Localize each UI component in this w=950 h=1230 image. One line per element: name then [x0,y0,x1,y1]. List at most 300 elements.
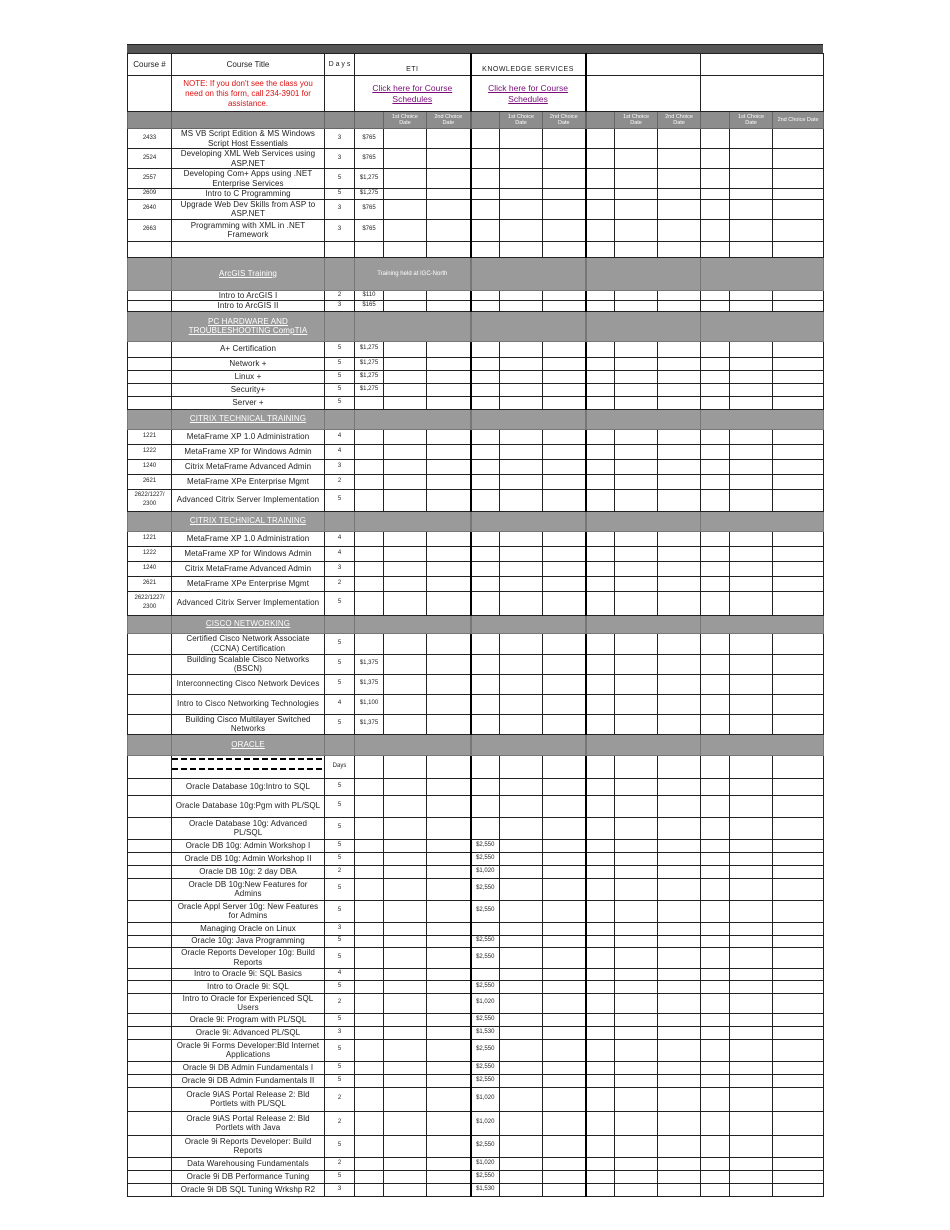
eti-second-choice-date[interactable] [427,474,471,489]
vendor4-second-choice-date[interactable] [773,1026,824,1039]
vendor4-second-choice-date[interactable] [773,1039,824,1061]
vendor4-first-choice-date[interactable] [730,852,773,865]
vendor4-first-choice-date[interactable] [730,633,773,654]
vendor4-second-choice-date[interactable] [773,383,824,396]
vendor4-second-choice-date[interactable] [773,561,824,576]
vendor4-price[interactable] [701,654,730,674]
vendor4-first-choice-date[interactable] [730,149,773,169]
eti-first-choice-date[interactable] [384,241,427,257]
vendor3-second-choice-date[interactable] [658,935,701,947]
vendor3-first-choice-date[interactable] [615,935,658,947]
vendor3-second-choice-date[interactable] [658,947,701,968]
vendor3-first-choice-date[interactable] [615,1087,658,1111]
vendor4-second-choice-date[interactable] [773,1087,824,1111]
vendor4-first-choice-date[interactable] [730,396,773,409]
vendor4-price[interactable] [701,531,730,546]
vendor3-price[interactable] [586,778,615,795]
vendor3-second-choice-date[interactable] [658,993,701,1013]
eti-second-choice-date[interactable] [427,900,471,922]
vendor3-second-choice-date[interactable] [658,1074,701,1087]
ks-first-choice-date[interactable] [500,576,543,591]
vendor4-first-choice-date[interactable] [730,1087,773,1111]
vendor3-price[interactable] [586,576,615,591]
eti-second-choice-date[interactable] [427,1074,471,1087]
ks-first-choice-date[interactable] [500,795,543,817]
vendor3-second-choice-date[interactable] [658,444,701,459]
vendor4-second-choice-date[interactable] [773,817,824,839]
vendor4-first-choice-date[interactable] [730,654,773,674]
vendor4-price[interactable] [701,878,730,900]
vendor3-price[interactable] [586,357,615,370]
vendor4-price[interactable] [701,778,730,795]
eti-second-choice-date[interactable] [427,947,471,968]
ks-first-choice-date[interactable] [500,1039,543,1061]
vendor4-first-choice-date[interactable] [730,429,773,444]
vendor3-price[interactable] [586,839,615,852]
vendor4-second-choice-date[interactable] [773,694,824,714]
ks-first-choice-date[interactable] [500,301,543,312]
vendor3-first-choice-date[interactable] [615,865,658,878]
vendor3-first-choice-date[interactable] [615,459,658,474]
vendor4-price[interactable] [701,199,730,219]
ks-first-choice-date[interactable] [500,489,543,511]
ks-first-choice-date[interactable] [500,169,543,189]
vendor3-price[interactable] [586,714,615,734]
vendor3-first-choice-date[interactable] [615,900,658,922]
eti-second-choice-date[interactable] [427,219,471,241]
vendor3-second-choice-date[interactable] [658,370,701,383]
vendor3-second-choice-date[interactable] [658,654,701,674]
eti-second-choice-date[interactable] [427,1061,471,1074]
eti-first-choice-date[interactable] [384,370,427,383]
vendor4-price[interactable] [701,396,730,409]
vendor4-first-choice-date[interactable] [730,341,773,357]
ks-second-choice-date[interactable] [543,714,586,734]
ks-second-choice-date[interactable] [543,755,586,778]
eti-first-choice-date[interactable] [384,714,427,734]
vendor3-first-choice-date[interactable] [615,357,658,370]
vendor4-second-choice-date[interactable] [773,1013,824,1026]
vendor4-first-choice-date[interactable] [730,1157,773,1170]
ks-first-choice-date[interactable] [500,633,543,654]
vendor4-first-choice-date[interactable] [730,714,773,734]
vendor3-first-choice-date[interactable] [615,714,658,734]
eti-second-choice-date[interactable] [427,1183,471,1196]
ks-first-choice-date[interactable] [500,241,543,257]
vendor4-first-choice-date[interactable] [730,980,773,993]
eti-second-choice-date[interactable] [427,241,471,257]
vendor4-price[interactable] [701,633,730,654]
vendor3-price[interactable] [586,968,615,980]
vendor4-price[interactable] [701,839,730,852]
vendor3-first-choice-date[interactable] [615,474,658,489]
ks-second-choice-date[interactable] [543,357,586,370]
vendor3-second-choice-date[interactable] [658,474,701,489]
eti-second-choice-date[interactable] [427,1170,471,1183]
eti-first-choice-date[interactable] [384,219,427,241]
eti-second-choice-date[interactable] [427,459,471,474]
vendor3-first-choice-date[interactable] [615,674,658,694]
ks-first-choice-date[interactable] [500,900,543,922]
vendor3-second-choice-date[interactable] [658,341,701,357]
eti-first-choice-date[interactable] [384,531,427,546]
vendor3-second-choice-date[interactable] [658,357,701,370]
ks-first-choice-date[interactable] [500,129,543,149]
ks-first-choice-date[interactable] [500,1183,543,1196]
ks-second-choice-date[interactable] [543,489,586,511]
eti-second-choice-date[interactable] [427,778,471,795]
eti-first-choice-date[interactable] [384,865,427,878]
eti-first-choice-date[interactable] [384,1061,427,1074]
eti-first-choice-date[interactable] [384,993,427,1013]
vendor3-first-choice-date[interactable] [615,1061,658,1074]
ks-first-choice-date[interactable] [500,935,543,947]
vendor3-price[interactable] [586,531,615,546]
eti-first-choice-date[interactable] [384,817,427,839]
vendor4-first-choice-date[interactable] [730,1135,773,1157]
vendor4-first-choice-date[interactable] [730,1026,773,1039]
eti-first-choice-date[interactable] [384,1135,427,1157]
vendor3-first-choice-date[interactable] [615,1039,658,1061]
eti-first-choice-date[interactable] [384,852,427,865]
vendor4-price[interactable] [701,383,730,396]
vendor4-second-choice-date[interactable] [773,795,824,817]
vendor3-first-choice-date[interactable] [615,1111,658,1135]
ks-first-choice-date[interactable] [500,429,543,444]
vendor4-price[interactable] [701,1074,730,1087]
vendor3-first-choice-date[interactable] [615,1135,658,1157]
ks-second-choice-date[interactable] [543,865,586,878]
vendor3-second-choice-date[interactable] [658,459,701,474]
vendor3-second-choice-date[interactable] [658,531,701,546]
vendor3-second-choice-date[interactable] [658,839,701,852]
vendor4-price[interactable] [701,1183,730,1196]
eti-second-choice-date[interactable] [427,189,471,200]
vendor4-price[interactable] [701,149,730,169]
ks-second-choice-date[interactable] [543,241,586,257]
vendor4-first-choice-date[interactable] [730,993,773,1013]
vendor3-second-choice-date[interactable] [658,546,701,561]
ks-first-choice-date[interactable] [500,1170,543,1183]
eti-first-choice-date[interactable] [384,199,427,219]
vendor3-second-choice-date[interactable] [658,383,701,396]
vendor3-price[interactable] [586,241,615,257]
ks-first-choice-date[interactable] [500,444,543,459]
ks-second-choice-date[interactable] [543,219,586,241]
vendor3-second-choice-date[interactable] [658,149,701,169]
vendor3-first-choice-date[interactable] [615,149,658,169]
vendor3-first-choice-date[interactable] [615,444,658,459]
vendor4-second-choice-date[interactable] [773,865,824,878]
ks-first-choice-date[interactable] [500,383,543,396]
ks-second-choice-date[interactable] [543,189,586,200]
vendor3-price[interactable] [586,1183,615,1196]
ks-first-choice-date[interactable] [500,357,543,370]
ks-first-choice-date[interactable] [500,396,543,409]
eti-second-choice-date[interactable] [427,968,471,980]
vendor4-first-choice-date[interactable] [730,129,773,149]
vendor4-second-choice-date[interactable] [773,922,824,935]
vendor3-first-choice-date[interactable] [615,489,658,511]
vendor3-first-choice-date[interactable] [615,1157,658,1170]
vendor4-first-choice-date[interactable] [730,576,773,591]
vendor3-first-choice-date[interactable] [615,576,658,591]
vendor4-first-choice-date[interactable] [730,1061,773,1074]
eti-second-choice-date[interactable] [427,561,471,576]
vendor4-first-choice-date[interactable] [730,755,773,778]
eti-first-choice-date[interactable] [384,1074,427,1087]
eti-first-choice-date[interactable] [384,189,427,200]
ks-first-choice-date[interactable] [500,546,543,561]
vendor3-first-choice-date[interactable] [615,561,658,576]
vendor4-price[interactable] [701,852,730,865]
vendor4-second-choice-date[interactable] [773,169,824,189]
vendor4-first-choice-date[interactable] [730,531,773,546]
eti-second-choice-date[interactable] [427,755,471,778]
ks-first-choice-date[interactable] [500,1135,543,1157]
ks-second-choice-date[interactable] [543,900,586,922]
vendor4-second-choice-date[interactable] [773,429,824,444]
vendor4-price[interactable] [701,1087,730,1111]
vendor4-price[interactable] [701,922,730,935]
vendor4-first-choice-date[interactable] [730,1013,773,1026]
vendor3-second-choice-date[interactable] [658,1087,701,1111]
ks-second-choice-date[interactable] [543,444,586,459]
vendor4-second-choice-date[interactable] [773,189,824,200]
vendor4-price[interactable] [701,561,730,576]
vendor3-first-choice-date[interactable] [615,169,658,189]
vendor4-second-choice-date[interactable] [773,459,824,474]
vendor4-first-choice-date[interactable] [730,817,773,839]
vendor4-first-choice-date[interactable] [730,878,773,900]
vendor4-price[interactable] [701,169,730,189]
eti-first-choice-date[interactable] [384,674,427,694]
vendor3-price[interactable] [586,370,615,383]
vendor3-first-choice-date[interactable] [615,878,658,900]
ks-first-choice-date[interactable] [500,1087,543,1111]
eti-first-choice-date[interactable] [384,1157,427,1170]
eti-second-choice-date[interactable] [427,199,471,219]
vendor3-second-choice-date[interactable] [658,865,701,878]
ks-first-choice-date[interactable] [500,1111,543,1135]
vendor3-first-choice-date[interactable] [615,396,658,409]
vendor3-first-choice-date[interactable] [615,531,658,546]
vendor4-price[interactable] [701,459,730,474]
ks-first-choice-date[interactable] [500,474,543,489]
vendor4-price[interactable] [701,1026,730,1039]
vendor3-price[interactable] [586,1170,615,1183]
eti-second-choice-date[interactable] [427,1087,471,1111]
eti-first-choice-date[interactable] [384,900,427,922]
vendor4-second-choice-date[interactable] [773,290,824,301]
vendor3-price[interactable] [586,1061,615,1074]
vendor3-second-choice-date[interactable] [658,778,701,795]
vendor3-first-choice-date[interactable] [615,852,658,865]
vendor3-price[interactable] [586,341,615,357]
eti-second-choice-date[interactable] [427,370,471,383]
ks-first-choice-date[interactable] [500,817,543,839]
ks-first-choice-date[interactable] [500,370,543,383]
vendor3-price[interactable] [586,396,615,409]
ks-first-choice-date[interactable] [500,1061,543,1074]
vendor3-second-choice-date[interactable] [658,1183,701,1196]
ks-first-choice-date[interactable] [500,341,543,357]
ks-first-choice-date[interactable] [500,1157,543,1170]
ks-second-choice-date[interactable] [543,474,586,489]
ks-second-choice-date[interactable] [543,149,586,169]
ks-second-choice-date[interactable] [543,396,586,409]
vendor3-first-choice-date[interactable] [615,290,658,301]
ks-second-choice-date[interactable] [543,301,586,312]
vendor3-first-choice-date[interactable] [615,1026,658,1039]
ks-first-choice-date[interactable] [500,865,543,878]
eti-second-choice-date[interactable] [427,591,471,615]
vendor3-first-choice-date[interactable] [615,839,658,852]
ks-first-choice-date[interactable] [500,1013,543,1026]
eti-first-choice-date[interactable] [384,474,427,489]
eti-second-choice-date[interactable] [427,865,471,878]
eti-second-choice-date[interactable] [427,429,471,444]
vendor3-first-choice-date[interactable] [615,922,658,935]
vendor3-price[interactable] [586,900,615,922]
vendor3-second-choice-date[interactable] [658,817,701,839]
vendor3-price[interactable] [586,852,615,865]
vendor3-second-choice-date[interactable] [658,980,701,993]
vendor4-second-choice-date[interactable] [773,370,824,383]
eti-second-choice-date[interactable] [427,1039,471,1061]
eti-first-choice-date[interactable] [384,429,427,444]
eti-first-choice-date[interactable] [384,357,427,370]
vendor3-second-choice-date[interactable] [658,1170,701,1183]
vendor4-price[interactable] [701,935,730,947]
vendor3-first-choice-date[interactable] [615,755,658,778]
vendor4-price[interactable] [701,714,730,734]
eti-second-choice-date[interactable] [427,576,471,591]
vendor3-second-choice-date[interactable] [658,1061,701,1074]
vendor3-price[interactable] [586,459,615,474]
ks-first-choice-date[interactable] [500,852,543,865]
eti-second-choice-date[interactable] [427,531,471,546]
vendor4-first-choice-date[interactable] [730,546,773,561]
vendor4-second-choice-date[interactable] [773,241,824,257]
eti-second-choice-date[interactable] [427,290,471,301]
ks-second-choice-date[interactable] [543,778,586,795]
ks-first-choice-date[interactable] [500,778,543,795]
vendor3-first-choice-date[interactable] [615,1183,658,1196]
vendor3-second-choice-date[interactable] [658,694,701,714]
vendor3-second-choice-date[interactable] [658,1111,701,1135]
vendor3-price[interactable] [586,489,615,511]
ks-second-choice-date[interactable] [543,546,586,561]
ks-first-choice-date[interactable] [500,290,543,301]
ks-second-choice-date[interactable] [543,674,586,694]
eti-second-choice-date[interactable] [427,795,471,817]
vendor4-second-choice-date[interactable] [773,755,824,778]
vendor3-second-choice-date[interactable] [658,900,701,922]
vendor4-first-choice-date[interactable] [730,968,773,980]
ks-second-choice-date[interactable] [543,633,586,654]
ks-second-choice-date[interactable] [543,459,586,474]
vendor4-second-choice-date[interactable] [773,935,824,947]
eti-second-choice-date[interactable] [427,633,471,654]
eti-second-choice-date[interactable] [427,444,471,459]
vendor4-second-choice-date[interactable] [773,993,824,1013]
vendor4-second-choice-date[interactable] [773,396,824,409]
vendor3-first-choice-date[interactable] [615,370,658,383]
eti-schedule-link[interactable]: Click here for Course Schedules [372,83,453,104]
vendor4-price[interactable] [701,474,730,489]
vendor3-first-choice-date[interactable] [615,1013,658,1026]
ks-second-choice-date[interactable] [543,169,586,189]
vendor4-first-choice-date[interactable] [730,301,773,312]
vendor3-price[interactable] [586,795,615,817]
eti-first-choice-date[interactable] [384,633,427,654]
vendor4-second-choice-date[interactable] [773,714,824,734]
ks-first-choice-date[interactable] [500,1074,543,1087]
eti-second-choice-date[interactable] [427,489,471,511]
vendor4-first-choice-date[interactable] [730,189,773,200]
ks-first-choice-date[interactable] [500,980,543,993]
vendor4-price[interactable] [701,947,730,968]
ks-first-choice-date[interactable] [500,1026,543,1039]
ks-second-choice-date[interactable] [543,1061,586,1074]
eti-second-choice-date[interactable] [427,357,471,370]
vendor3-price[interactable] [586,1157,615,1170]
vendor3-second-choice-date[interactable] [658,396,701,409]
eti-first-choice-date[interactable] [384,839,427,852]
eti-first-choice-date[interactable] [384,694,427,714]
eti-first-choice-date[interactable] [384,459,427,474]
vendor3-second-choice-date[interactable] [658,199,701,219]
vendor4-second-choice-date[interactable] [773,1170,824,1183]
vendor3-first-choice-date[interactable] [615,694,658,714]
vendor3-price[interactable] [586,219,615,241]
vendor4-price[interactable] [701,865,730,878]
ks-first-choice-date[interactable] [500,531,543,546]
eti-second-choice-date[interactable] [427,714,471,734]
ks-second-choice-date[interactable] [543,561,586,576]
vendor3-second-choice-date[interactable] [658,576,701,591]
ks-second-choice-date[interactable] [543,817,586,839]
eti-first-choice-date[interactable] [384,1170,427,1183]
vendor3-first-choice-date[interactable] [615,993,658,1013]
vendor3-second-choice-date[interactable] [658,290,701,301]
vendor4-second-choice-date[interactable] [773,654,824,674]
vendor3-first-choice-date[interactable] [615,241,658,257]
eti-second-choice-date[interactable] [427,817,471,839]
eti-second-choice-date[interactable] [427,129,471,149]
vendor4-second-choice-date[interactable] [773,199,824,219]
eti-first-choice-date[interactable] [384,1013,427,1026]
vendor3-first-choice-date[interactable] [615,219,658,241]
vendor4-price[interactable] [701,219,730,241]
vendor3-price[interactable] [586,1074,615,1087]
vendor4-second-choice-date[interactable] [773,674,824,694]
vendor3-first-choice-date[interactable] [615,968,658,980]
eti-second-choice-date[interactable] [427,341,471,357]
ks-second-choice-date[interactable] [543,1039,586,1061]
eti-first-choice-date[interactable] [384,546,427,561]
ks-second-choice-date[interactable] [543,341,586,357]
ks-second-choice-date[interactable] [543,1183,586,1196]
vendor3-price[interactable] [586,1039,615,1061]
eti-second-choice-date[interactable] [427,674,471,694]
eti-first-choice-date[interactable] [384,778,427,795]
ks-second-choice-date[interactable] [543,694,586,714]
vendor3-second-choice-date[interactable] [658,968,701,980]
vendor3-second-choice-date[interactable] [658,429,701,444]
vendor3-price[interactable] [586,947,615,968]
